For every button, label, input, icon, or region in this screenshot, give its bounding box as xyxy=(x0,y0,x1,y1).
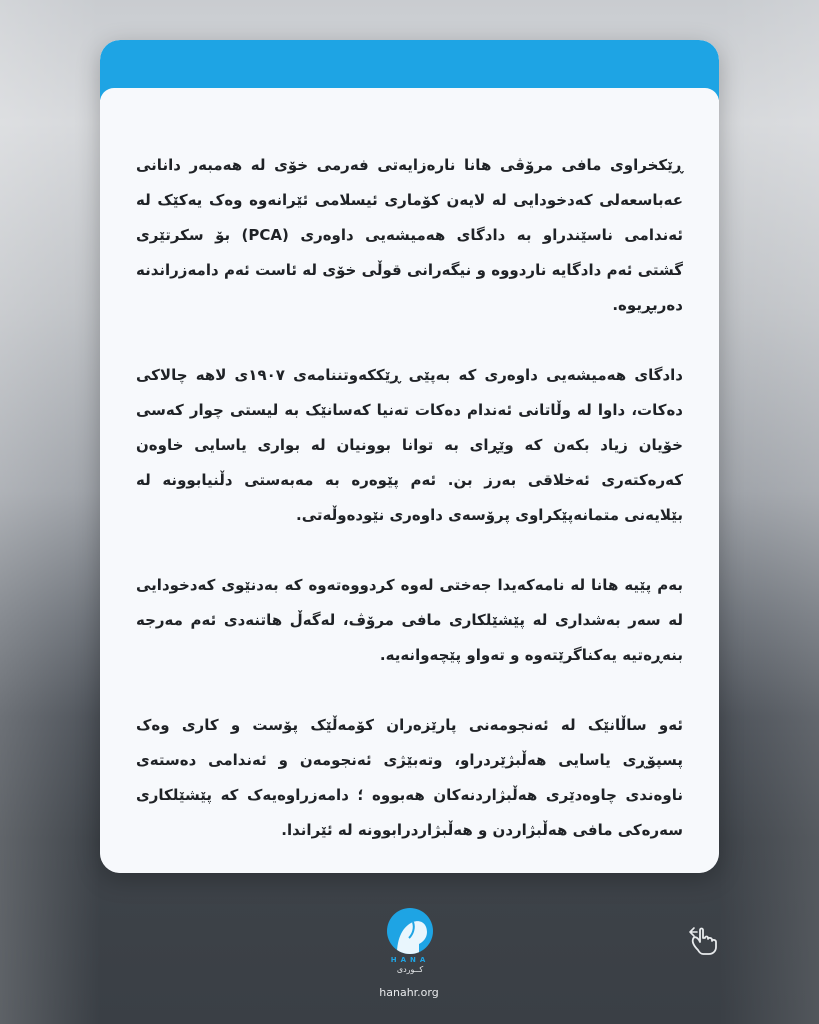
background-blur-right xyxy=(719,0,819,1024)
hana-logo xyxy=(382,908,438,998)
post-text xyxy=(136,148,683,873)
website-url: hanahr.org xyxy=(379,986,439,999)
logo-name: HANA xyxy=(390,956,430,964)
logo-subtitle: کــوردی xyxy=(396,965,424,974)
hana-logo-icon xyxy=(387,908,433,954)
background-blur-left xyxy=(0,0,100,1024)
paragraph-1: ڕێکخراوی مافی مرۆڤی هانا نارەزایەتی فەرمی خۆی لە هەمبەر دانانی عەباسعەلی کەدخودایی لە لایەن کۆماری ئیسلامی ئێرانەوە وەک یەکێک لە ئەندامی ناسێندراو بە دادگای هەمیشەیی داوەری (PCA) بۆ سکرتێری گشتی ئەم دادگایە ناردووە و نیگەرانی قوڵی خۆی لە ئاست ئەم دامەزراندنە دەربڕیوە. xyxy=(136,156,683,314)
post-card xyxy=(100,40,719,873)
footer xyxy=(0,900,819,1024)
swipe-hand-icon[interactable] xyxy=(684,920,724,960)
paragraph-4: ئەو ساڵانێک لە ئەنجومەنی پارێزەران کۆمەڵێک پۆست و کاری وەک پسپۆڕی یاسایی هەڵبژێردراو، وتەبێژی ئەنجومەن و ئەندامی دەستەی ناوەندی چاوەدێری هەڵبژاردنەکان هەبووە ؛ دامەزراوەیەک کە پێشێلکاری سەرەکی مافی هەڵبژاردن و هەڵبژاردرابوونە لە ئێراندا. xyxy=(136,716,683,839)
card-body xyxy=(100,88,719,873)
paragraph-2: دادگای هەمیشەیی داوەری کە بەپێی ڕێککەوتننامەی ۱۹۰۷ی لاهە چالاکی دەکات، داوا لە وڵاتانی ئەندام دەکات تەنیا کەسانێک بە لیستی چوار کەسی خۆیان زیاد بکەن کە وێڕای بە توانا بوونیان لە بواری یاسایی خاوەن کەرەکتەری ئەخلاقی بەرز بن. ئەم پێوەرە بە مەبەستی دڵنیابوونە لە بێلایەنی متمانەپێکراوی پرۆسەی داوەری نێودەوڵەتی. xyxy=(136,366,683,524)
paragraph-3: بەم پێیە هانا لە نامەکەیدا جەختی لەوە کردووەتەوە کە بەدنێوی کەدخودایی لە سەر بەشداری لە پێشێلکاری مافی مرۆڤ، لەگەڵ هاتنەدی ئەم مەرجە بنەڕەتیە یەکناگرێتەوە و تەواو پێچەوانەیە. xyxy=(136,576,683,664)
